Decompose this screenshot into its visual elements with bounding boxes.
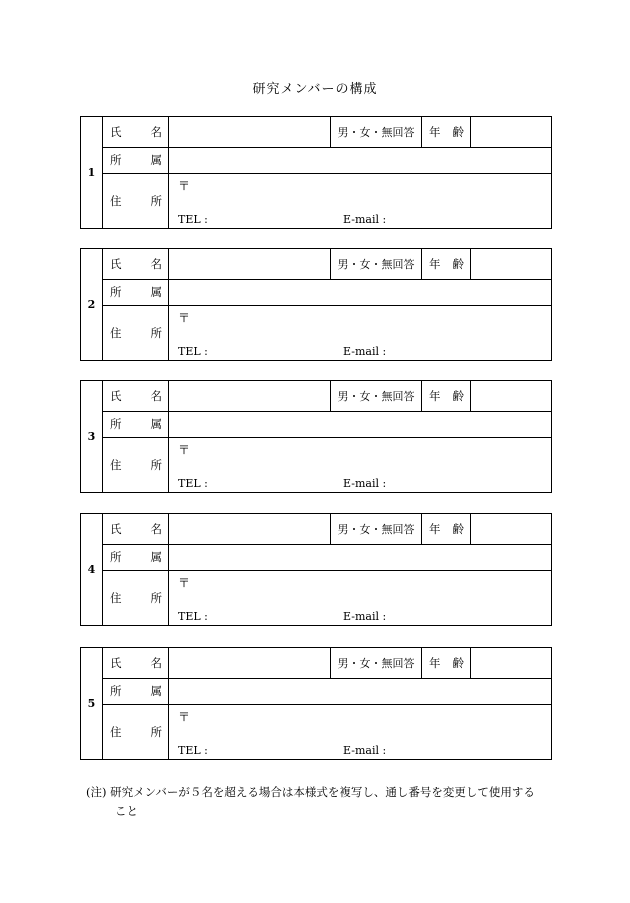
affiliation-label: 所 属 xyxy=(103,411,169,437)
divider xyxy=(103,279,551,280)
tel-label: TEL : xyxy=(178,345,208,358)
email-label: E-mail : xyxy=(343,477,387,490)
postal-mark: 〒 xyxy=(178,576,191,590)
member-block-4 xyxy=(80,513,552,626)
name-field[interactable] xyxy=(169,648,331,678)
address-label: 住 所 xyxy=(103,437,169,493)
member-number: 3 xyxy=(81,381,103,492)
name-label: 氏 名 xyxy=(103,249,169,279)
name-field[interactable] xyxy=(169,381,331,411)
member-block-2 xyxy=(80,248,552,361)
divider xyxy=(103,678,551,679)
member-block-3 xyxy=(80,380,552,493)
name-label: 氏 名 xyxy=(103,381,169,411)
divider xyxy=(103,305,551,306)
age-label: 年 齢 xyxy=(422,117,471,147)
name-field[interactable] xyxy=(169,514,331,544)
email-label: E-mail : xyxy=(343,345,387,358)
note-prefix: (注) xyxy=(86,785,107,799)
tel-label: TEL : xyxy=(178,477,208,490)
email-label: E-mail : xyxy=(343,610,387,623)
gender-options[interactable]: 男・女・無回答 xyxy=(331,514,422,544)
divider xyxy=(103,147,551,148)
divider xyxy=(103,544,551,545)
note-line2: こと xyxy=(115,804,138,818)
divider xyxy=(103,437,551,438)
postal-mark: 〒 xyxy=(178,443,191,457)
member-block-1 xyxy=(80,116,552,229)
member-number: 2 xyxy=(81,249,103,360)
age-field[interactable] xyxy=(471,648,551,678)
age-field[interactable] xyxy=(471,117,551,147)
member-number: 5 xyxy=(81,648,103,759)
age-field[interactable] xyxy=(471,381,551,411)
age-label: 年 齢 xyxy=(422,648,471,678)
name-label: 氏 名 xyxy=(103,648,169,678)
divider xyxy=(103,173,551,174)
email-label: E-mail : xyxy=(343,213,387,226)
age-field[interactable] xyxy=(471,514,551,544)
name-field[interactable] xyxy=(169,249,331,279)
gender-options[interactable]: 男・女・無回答 xyxy=(331,381,422,411)
address-label: 住 所 xyxy=(103,570,169,626)
affiliation-label: 所 属 xyxy=(103,279,169,305)
age-field[interactable] xyxy=(471,249,551,279)
divider xyxy=(103,704,551,705)
name-label: 氏 名 xyxy=(103,514,169,544)
gender-options[interactable]: 男・女・無回答 xyxy=(331,249,422,279)
member-number: 1 xyxy=(81,117,103,228)
divider xyxy=(103,411,551,412)
address-label: 住 所 xyxy=(103,704,169,760)
footnote xyxy=(86,783,556,821)
postal-mark: 〒 xyxy=(178,710,191,724)
affiliation-label: 所 属 xyxy=(103,544,169,570)
email-label: E-mail : xyxy=(343,744,387,757)
postal-mark: 〒 xyxy=(178,179,191,193)
affiliation-label: 所 属 xyxy=(103,678,169,704)
name-field[interactable] xyxy=(169,117,331,147)
address-label: 住 所 xyxy=(103,305,169,361)
tel-label: TEL : xyxy=(178,744,208,757)
tel-label: TEL : xyxy=(178,610,208,623)
postal-mark: 〒 xyxy=(178,311,191,325)
affiliation-label: 所 属 xyxy=(103,147,169,173)
age-label: 年 齢 xyxy=(422,381,471,411)
member-block-5 xyxy=(80,647,552,760)
name-label: 氏 名 xyxy=(103,117,169,147)
age-label: 年 齢 xyxy=(422,249,471,279)
member-number: 4 xyxy=(81,514,103,625)
address-label: 住 所 xyxy=(103,173,169,229)
page-title: 研究メンバーの構成 xyxy=(252,82,378,97)
gender-options[interactable]: 男・女・無回答 xyxy=(331,117,422,147)
divider xyxy=(103,570,551,571)
tel-label: TEL : xyxy=(178,213,208,226)
age-label: 年 齢 xyxy=(422,514,471,544)
note-line1: 研究メンバーが５名を超える場合は本様式を複写し、通し番号を変更して使用する xyxy=(110,785,535,799)
gender-options[interactable]: 男・女・無回答 xyxy=(331,648,422,678)
